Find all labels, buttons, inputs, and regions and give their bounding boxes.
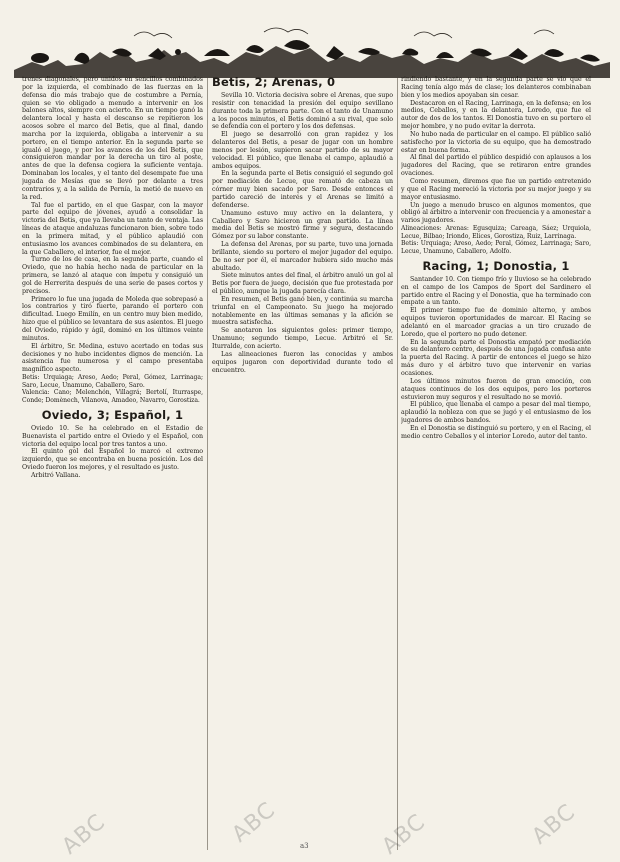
headline-racing-donostia: Racing, 1; Donostia, 1 xyxy=(422,258,570,273)
col3-paragraph-9: En la segunda parte el Donostia empató por mediación de su delantero centro, después de una jugada confusa ante la puerta del Racing. A partir de entonces el juego se hizo más duro y el árbitro tuvo que intervenir en varias ocasiones. xyxy=(401,338,591,377)
col1-paragraph-7: El quinto gol del Español lo marcó el extremo izquierdo, que se encontraba en buena posición. Los del Oviedo fueron los mejores, y el resultado es justo. xyxy=(22,448,203,472)
col1-paragraph-1: trenes diagonales, pero unidos en sencillos combinados por la izquierda, el combinado de las fuerzas en la defensa dio más trabajo que de costumbre a Pernía, quien se vio obligado a menudo a intervenir en los balones altos, siempre con acierto. En un tiempo ganó la delantera local y hasta el descanso se repitieron los acosos sobre el marco del Betis, que al final, dando marcha por la izquierda, obligaba a intervenir a su portero, en el tiempo anterior. En la segunda parte se igualó el juego, y por los avances de los del Betis, que consiguieron mandar por la derecha un tiro al poste, antes de que la defensa cogiera la suficiente ventaja. Dominaban los locales, y el tanto del desempate fue una jugada de Mesías que se llevó por delante a tres contrarios y, a la salida de Pernía, la metió de nuevo en la red. xyxy=(22,76,203,201)
watermark-abc-2: ABC xyxy=(227,797,281,848)
col3-paragraph-6: Un juego a menudo brusco en algunos momentos, que obligó al árbitro a intervenir con frecuencia y a amonestar a varios jugadores. xyxy=(401,201,591,225)
col2-paragraph-1: Sevilla 10. Victoria decisiva sobre el Arenas, que supo resistir con tenacidad la presión del equipo sevillano durante toda la primera parte. Con el tanto de Unamuno a los pocos minutos, el Betis dominó a su rival, que solo se defendía con el portero y los dos defensas. xyxy=(212,92,393,131)
watermark-abc-3: ABC xyxy=(377,809,431,860)
col2-paragraph-2: El juego se desarrolló con gran rapidez y los delanteros del Betis, a pesar de jugar con un hombre menos por lesión, supieron sacar partido de su mayor velocidad. El público, que llenaba el campo, aplaudió a ambos equipos. xyxy=(212,131,393,170)
sports-illustration-banner xyxy=(14,22,610,78)
column-2 xyxy=(212,76,393,854)
col1-lineup-1: Betis: Urquiaga; Areso, Aedo; Peral, Gómez, Larrinaga; Saro, Lecue, Unamuno, Caballero, Saro. xyxy=(22,374,203,389)
col2-paragraph-5: La defensa del Arenas, por su parte, tuvo una jornada brillante, siendo su portero el mejor jugador del equipo. De no ser por él, el marcador hubiera sido mucho más abultado. xyxy=(212,241,393,272)
col1-paragraph-3: Turno de los de casa, en la segunda parte, cuando el Oviedo, que no había hecho nada de particular en la primera, se lanzó al ataque con ímpetu y consiguió un gol de Herrerita después de una serie de pases cortos y precisos. xyxy=(22,256,203,295)
headline-betis-arenas: Betis, 2; Arenas, 0 xyxy=(212,76,336,89)
column-rule-1 xyxy=(207,78,208,850)
col3-paragraph-10: Los últimos minutos fueron de gran emoción, con ataques continuos de los dos equipos, pero los porteros estuvieron muy seguros y el resultado no se movió. xyxy=(401,377,591,401)
col3-lineup-1: Alineaciones: Arenas: Egusquiza; Careaga, Sáez; Urquiola, Lecue, Bilbao; Iriondo, Elices, Gorostiza, Ruiz, Larrinaga. xyxy=(401,225,591,240)
col3-lineup-2: Betis: Urquiaga; Areso, Aedo; Peral, Gómez, Larrinaga; Saro, Lecue, Unamuno, Caballero, Adolfo. xyxy=(401,240,591,256)
headline-oviedo-espanol: Oviedo, 3; Español, 1 xyxy=(41,407,184,422)
col1-paragraph-4: Primero lo fue una jugada de Moleda que sobrepasó a los contrarios y tiró fuerte, parando el portero con dificultad. Luego Emilín, en un centro muy bien medido, hizo que el público se levantara de sus asientos. El juego del Oviedo, rápido y ágil, dominó en los últimos veinte minutos. xyxy=(22,295,203,342)
col2-paragraph-4: Unamuno estuvo muy activo en la delantera, y Caballero y Saro hicieron un gran partido. La línea media del Betis se mostró firme y segura, destacando Gómez por su labor constante. xyxy=(212,209,393,241)
column-3 xyxy=(401,76,591,854)
watermark-abc-1: ABC xyxy=(57,809,111,860)
col3-paragraph-1: rindiendo bastante, y en la segunda parte se vio que el Racing tenía algo más de clase; los delanteros combinaban bien y los medios apoyaban sin cesar. xyxy=(401,76,591,99)
col2-paragraph-7: En resumen, el Betis ganó bien, y continúa su marcha triunfal en el Campeonato. Su juego ha mejorado notablemente en las últimas semanas y la afición se muestra satisfecha. xyxy=(212,295,393,327)
column-rule-2 xyxy=(397,78,398,850)
col1-paragraph-2: Tal fue el partido, en el que Gaspar, con la mayor parte del equipo de jóvenes, ayudó a consolidar la victoria del Betis, que ya llevaba un tanto de ventaja. Las líneas de ataque andaluzas funcionaron bien, sobre todo en la primera mitad, y el público aplaudió con entusiasmo los avances combinados de su delantera, en la que Caballero, el interior, fue el mejor. xyxy=(22,201,203,256)
col1-paragraph-5: El árbitro, Sr. Medina, estuvo acertado en todas sus decisiones y no hubo incidentes dignos de mención. La asistencia fue numerosa y el campo presentaba magnífico aspecto. xyxy=(22,342,203,374)
col2-paragraph-8: Se anotaron los siguientes goles: primer tiempo, Unamuno; segundo tiempo, Lecue. Arbitró el Sr. Iturralde, con acierto. xyxy=(212,327,393,350)
col3-paragraph-12: En el Donostia se distinguió su portero, y en el Racing, el medio centro Ceballos y el interior Loredo, autor del tanto. xyxy=(401,424,591,440)
col3-paragraph-4: Al final del partido el público despidió con aplausos a los jugadores del Racing, que se retiraron entre grandes ovaciones. xyxy=(401,154,591,178)
banner-clouds xyxy=(134,28,554,38)
watermark-abc-4: ABC xyxy=(527,799,581,850)
col3-paragraph-3: No hubo nada de particular en el campo. El público salió satisfecho por la victoria de su equipo, que ha demostrado estar en buena forma. xyxy=(401,130,591,154)
col3-paragraph-11: El público, que llenaba el campo a pesar del mal tiempo, aplaudió la nobleza con que se jugó y el entusiasmo de los jugadores de ambos bandos. xyxy=(401,401,591,425)
col2-paragraph-9: Las alineaciones fueron las conocidas y ambos equipos jugaron con deportividad durante todo el encuentro. xyxy=(212,350,393,374)
col2-paragraph-3: En la segunda parte el Betis consiguió el segundo gol por mediación de Lecue, que remató de cabeza un córner muy bien sacado por Saro. Desde entonces el partido careció de interés y el Arenas se limitó a defenderse. xyxy=(212,170,393,209)
col1-paragraph-8: Arbitró Vallana. xyxy=(31,471,81,479)
col2-paragraph-6: Siete minutos antes del final, el árbitro anuló un gol al Betis por fuera de juego, decisión que fue protestada por el público, aunque la jugada parecía clara. xyxy=(212,272,393,296)
page-number: a3 xyxy=(300,842,309,850)
col3-paragraph-7: Santander 10. Con tiempo frío y lluvioso se ha celebrado en el campo de los Campos de Sport del Sardinero el partido entre el Racing y el Donostia, que ha terminado con empate a un tanto. xyxy=(401,275,591,307)
col3-paragraph-8: El primer tiempo fue de dominio alterno, y ambos equipos tuvieron oportunidades de marcar. El Racing se adelantó en el marcador gracias a un tiro cruzado de Loredo, que el portero no pudo detener. xyxy=(401,307,591,338)
col1-lineup-2: Valencia: Cano; Melenchón, Villagrá; Bertolí, Iturraspe, Conde; Domènech, Vilanova, Amadeo, Navarro, Gorostiza. xyxy=(22,389,203,405)
col1-paragraph-6: Oviedo 10. Se ha celebrado en el Estadio de Buenavista el partido entre el Oviedo y el Español, con victoria del equipo local por tres tantos a uno. xyxy=(22,424,203,448)
col3-paragraph-2: Destacaron en el Racing, Larrinaga, en la defensa; en los medios, Ceballos, y en la delantera, Loredo, que fue el autor de dos de los tantos. El Donostia tuvo en su portero el mejor hombre, y no pudo evitar la derrota. xyxy=(401,99,591,131)
column-1 xyxy=(22,76,203,854)
col3-paragraph-5: Como resumen, diremos que fue un partido entretenido y que el Racing mereció la victoria por su mejor juego y su mayor entusiasmo. xyxy=(401,177,591,201)
